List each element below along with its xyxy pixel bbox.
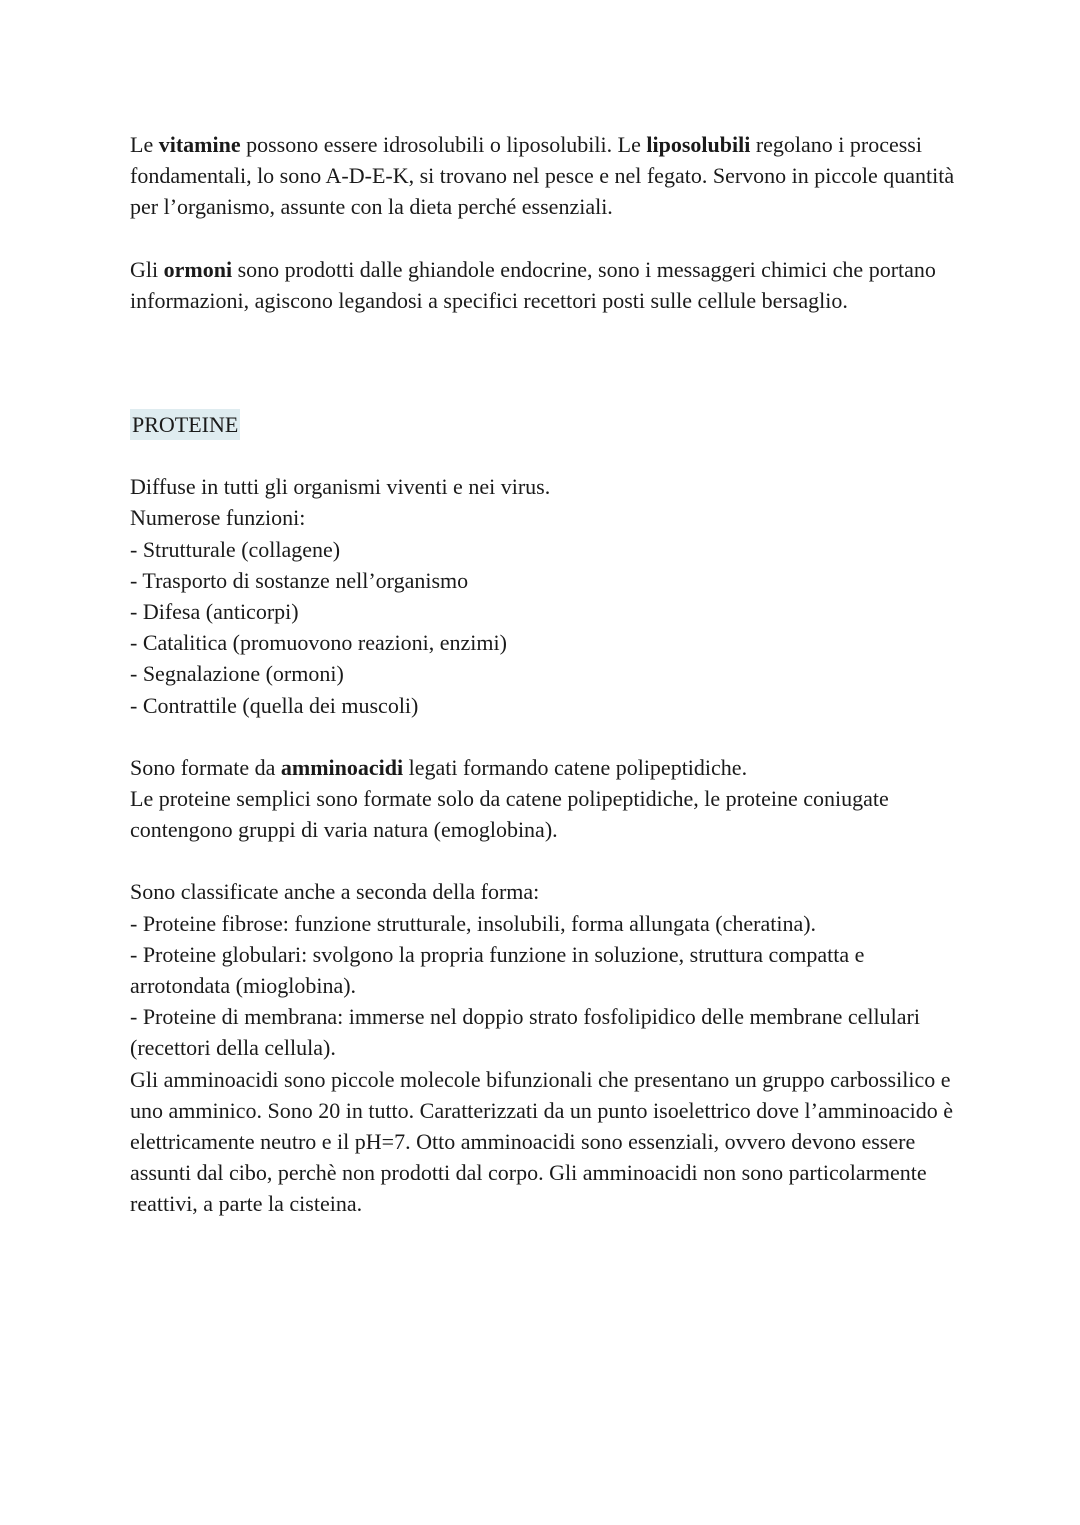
- amino-acids-paragraph: [130, 752, 960, 846]
- text-line: Le proteine semplici sono formate solo da catene polipeptidiche, le proteine coniugate contengono gruppi di varia natura (emoglobina).: [130, 786, 889, 843]
- section-heading-row: [130, 409, 960, 440]
- text-run: sono prodotti dalle ghiandole endocrine, sono i messaggeri chimici che portano informazioni, agiscono legandosi a specifici recettori posti sulle cellule bersaglio.: [130, 256, 936, 313]
- list-item: - Proteine fibrose: funzione strutturale, insolubili, forma allungata (cheratina).: [130, 910, 817, 936]
- hormones-paragraph: [130, 254, 960, 316]
- bold-term-vitamine: vitamine: [158, 132, 241, 157]
- bold-term-amminoacidi: amminoacidi: [280, 754, 404, 780]
- list-item: - Contrattile (quella dei muscoli): [130, 692, 419, 718]
- list-item: - Proteine di membrana: immerse nel doppio strato fosfolipidico delle membrane cellulari (recettori della cellula).: [130, 1004, 920, 1061]
- intro-line: Diffuse in tutti gli organismi viventi e nei virus.: [130, 474, 551, 500]
- text-run: Le: [130, 132, 159, 157]
- intro-line: Numerose funzioni:: [130, 505, 306, 531]
- bold-term-liposolubili: liposolubili: [646, 132, 751, 157]
- functions-paragraph: [130, 471, 960, 721]
- vitamins-paragraph: [130, 129, 960, 223]
- text-run: possono essere idrosolubili o liposolubili. Le: [240, 132, 647, 157]
- list-item: - Proteine globulari: svolgono la propria funzione in soluzione, struttura compatta e arrotondata (mioglobina).: [130, 941, 865, 999]
- closing-text: Gli amminoacidi sono piccole molecole bifunzionali che presentano un gruppo carbossilico e uno amminico. Sono 20 in tutto. Caratterizzati da un punto isoelettrico dove l’amminoacido è elettricamente neutro e il pH=7. Otto amminoacidi sono essenziali, ovvero devono essere assunti dal cibo, perchè non prodotti dal corpo. Gli amminoacidi non sono particolarmente reattivi, a parte la cisteina.: [130, 1066, 953, 1217]
- list-item: - Difesa (anticorpi): [130, 599, 299, 625]
- list-item: - Segnalazione (ormoni): [130, 661, 344, 687]
- bold-term-ormoni: ormoni: [163, 256, 233, 282]
- text-run: regolano i processi fondamentali, lo sono A-D-E-K, si trovano nel pesce e nel fegato. Servono in piccole quantità per l’organismo, assunte con la dieta perché essenziali.: [130, 132, 955, 220]
- text-line: [130, 752, 960, 783]
- document-body: [130, 129, 960, 1220]
- text-run: legati formando catene polipeptidiche.: [403, 754, 748, 780]
- section-heading: PROTEINE: [130, 409, 240, 440]
- list-item: - Catalitica (promuovono reazioni, enzimi): [130, 630, 507, 656]
- list-item: - Strutturale (collagene): [130, 536, 341, 562]
- text-run: Sono formate da: [130, 754, 281, 780]
- text-run: Gli: [130, 256, 164, 282]
- classification-paragraph: [130, 876, 960, 1219]
- intro-line: Sono classificate anche a seconda della forma:: [130, 879, 540, 905]
- list-item: - Trasporto di sostanze nell’organismo: [130, 567, 469, 593]
